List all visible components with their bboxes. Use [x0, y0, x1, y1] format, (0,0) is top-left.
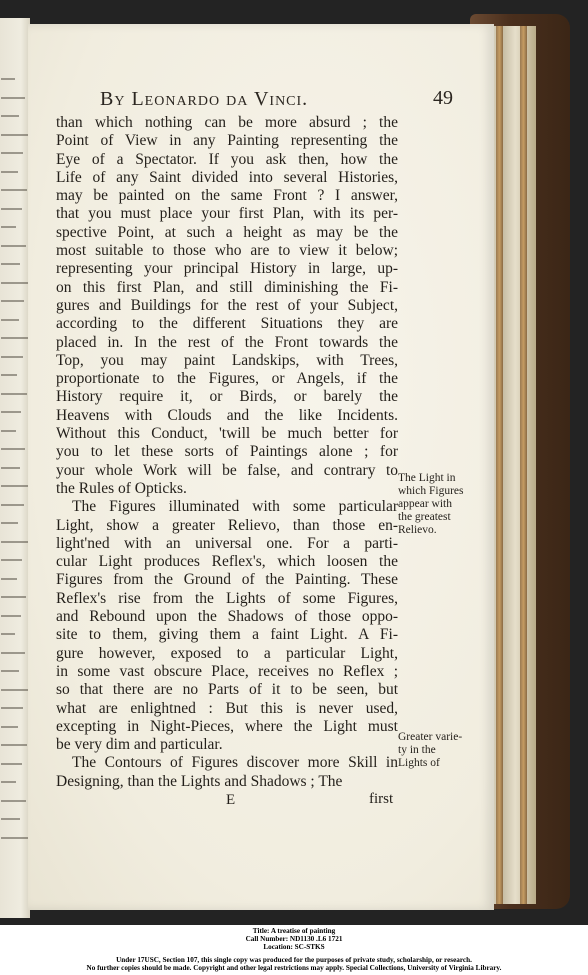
- facing-page-text-fragment: [1, 152, 23, 154]
- facing-page-text-fragment: [1, 541, 28, 543]
- text-line: Heavens with Clouds and the like Incidents.: [56, 406, 398, 424]
- text-line: Reflex's rise from the Lights of some Figures,: [56, 589, 398, 607]
- text-line: light'ned with an universal one. For a parti-: [56, 534, 398, 552]
- facing-page-text-fragment: [1, 319, 19, 321]
- facing-page-text-fragment: [1, 596, 26, 598]
- facing-page-text-fragment: [1, 97, 25, 99]
- margin-note-line: Relievo.: [398, 524, 437, 536]
- margin-note-line: the greatest: [398, 511, 451, 523]
- facing-page-text-fragment: [1, 763, 22, 765]
- text-line: cular Light produces Reflex's, which loosen the: [56, 553, 398, 571]
- facing-page-text-fragment: [1, 374, 17, 376]
- facing-page-text-fragment: [1, 263, 20, 265]
- facing-page-fragment: [0, 18, 30, 918]
- text-line: placed in. In the rest of the Front towards the: [56, 333, 398, 351]
- page-edges: [490, 26, 536, 904]
- text-line: excepting in Night-Pieces, where the Light must: [56, 717, 398, 735]
- text-line: the Rules of Opticks.: [56, 479, 187, 497]
- facing-page-text-fragment: [1, 670, 19, 672]
- text-line: Designing, than the Lights and Shadows ; The: [56, 772, 343, 790]
- footer-location: Location: SC-STKS: [263, 943, 325, 952]
- facing-page-text-fragment: [1, 356, 23, 358]
- facing-page-text-fragment: [1, 633, 15, 635]
- margin-note-line: The Light in: [398, 472, 456, 484]
- facing-page-text-fragment: [1, 744, 27, 746]
- margin-note-line: Greater varie-: [398, 731, 463, 743]
- facing-page-text-fragment: [1, 800, 26, 802]
- facing-page-text-fragment: [1, 245, 26, 247]
- text-line: in some vast obscure Place, receives no Reflex ;: [56, 662, 398, 680]
- text-line: so that there are no Parts of it to be seen, but: [56, 681, 398, 699]
- facing-page-text-fragment: [1, 818, 20, 820]
- page-number: 49: [433, 87, 453, 109]
- text-line: what are enlightned : But this is never used,: [56, 699, 398, 717]
- text-line: spective Point, at such a height as may be the: [56, 223, 398, 241]
- facing-page-text-fragment: [1, 485, 29, 487]
- text-line: you to let these sorts of Paintings alone ; for: [56, 443, 398, 461]
- text-line: Eye of a Spectator. If you ask then, how the: [56, 150, 398, 168]
- facing-page-text-fragment: [1, 781, 16, 783]
- text-line: and Rebound upon the Shadows of those oppo-: [56, 608, 398, 626]
- catchword: first: [369, 791, 394, 807]
- margin-note-line: ty in the: [398, 744, 436, 756]
- facing-page-text-fragment: [1, 189, 27, 191]
- facing-page-text-fragment: [1, 726, 18, 728]
- margin-note-light-relievo: [398, 472, 490, 537]
- facing-page-text-fragment: [1, 337, 28, 339]
- text-line: than which nothing can be more absurd ; the: [56, 114, 398, 131]
- facing-page-text-fragment: [1, 652, 25, 654]
- text-line: be very dim and particular.: [56, 736, 223, 754]
- margin-note-line: which Figures: [398, 485, 464, 497]
- library-footer: [0, 927, 588, 975]
- facing-page-text-fragment: [1, 411, 21, 413]
- facing-page-text-fragment: [1, 615, 21, 617]
- footer-title: Title: A treatise of painting: [252, 927, 336, 935]
- facing-page-text-fragment: [1, 559, 22, 561]
- margin-note-greater-variety: [398, 731, 490, 770]
- facing-page-text-fragment: [1, 171, 18, 173]
- facing-page-text-fragment: [1, 208, 22, 210]
- text-line: Top, you may paint Landskips, with Trees,: [56, 351, 398, 369]
- text-line: The Figures illuminated with some particular: [72, 498, 398, 516]
- text-line: The Contours of Figures discover more Skill in: [72, 754, 398, 772]
- text-line: proportionate to the Figures, or Angels, if the: [56, 370, 398, 388]
- running-head: By Leonardo da Vinci.: [100, 88, 309, 110]
- text-line: gure however, exposed to a particular Light,: [56, 644, 398, 662]
- text-line: Point of View in any Painting representing the: [56, 132, 398, 150]
- facing-page-text-fragment: [1, 115, 19, 117]
- page-edge-band: [496, 26, 503, 904]
- facing-page-text-fragment: [1, 707, 23, 709]
- facing-page-text-fragment: [1, 448, 25, 450]
- body-text: [56, 114, 398, 791]
- text-line: that you must place your first Plan, with its per-: [56, 205, 398, 223]
- facing-page-text-fragment: [1, 578, 17, 580]
- facing-page-text-fragment: [1, 393, 27, 395]
- facing-page-text-fragment: [1, 78, 15, 80]
- text-line: representing your principal History in large, up-: [56, 260, 398, 278]
- facing-page-text-fragment: [1, 467, 20, 469]
- facing-page-text-fragment: [1, 689, 29, 691]
- facing-page-text-fragment: [1, 134, 29, 136]
- signature-mark: E: [226, 792, 236, 808]
- text-line: Life of any Saint divided into several Histories,: [56, 168, 398, 186]
- footer-copyright-notice: Under 17USC, Section 107, this single copy was produced for the purposes of private study, scholarship, or research.: [116, 955, 472, 964]
- book-page: [28, 24, 494, 910]
- text-line: Without this Conduct, 'twill be much better for: [56, 425, 398, 443]
- text-line: your whole Work will be false, and contrary to: [56, 461, 398, 479]
- text-line: gures and Buildings for the rest of your Subject,: [56, 296, 398, 314]
- text-line: History require it, or Birds, or barely the: [56, 388, 398, 406]
- facing-page-text-fragment: [1, 282, 30, 284]
- facing-page-text-fragment: [1, 300, 24, 302]
- footer-call-number: Call Number: ND1130 .L6 1721: [245, 935, 343, 944]
- text-line: on this first Plan, and still diminishing the Fi-: [56, 278, 398, 296]
- text-line: site to them, giving them a faint Light. A Fi-: [56, 626, 398, 644]
- facing-page-text-fragment: [1, 226, 16, 228]
- margin-note-line: Lights of: [398, 757, 440, 769]
- text-line: according to the different Situations they are: [56, 315, 398, 333]
- text-line: Figures from the Ground of the Painting. These: [56, 571, 398, 589]
- page-edge-band: [520, 26, 527, 904]
- text-line: may be painted on the same Front ? I answer,: [56, 187, 398, 205]
- text-line: most suitable to those who are to view it below;: [56, 242, 398, 260]
- facing-page-text-fragment: [1, 522, 18, 524]
- facing-page-text-fragment: [1, 430, 16, 432]
- footer-copyright-notice: No further copies should be made. Copyright and other legal restrictions may apply. Special Collections, University of Virginia Library.: [86, 963, 502, 972]
- facing-page-text-fragment: [1, 504, 24, 506]
- margin-note-line: appear with: [398, 498, 452, 510]
- facing-page-text-fragment: [1, 837, 30, 839]
- text-line: Light, show a greater Relievo, than those en-: [56, 516, 398, 534]
